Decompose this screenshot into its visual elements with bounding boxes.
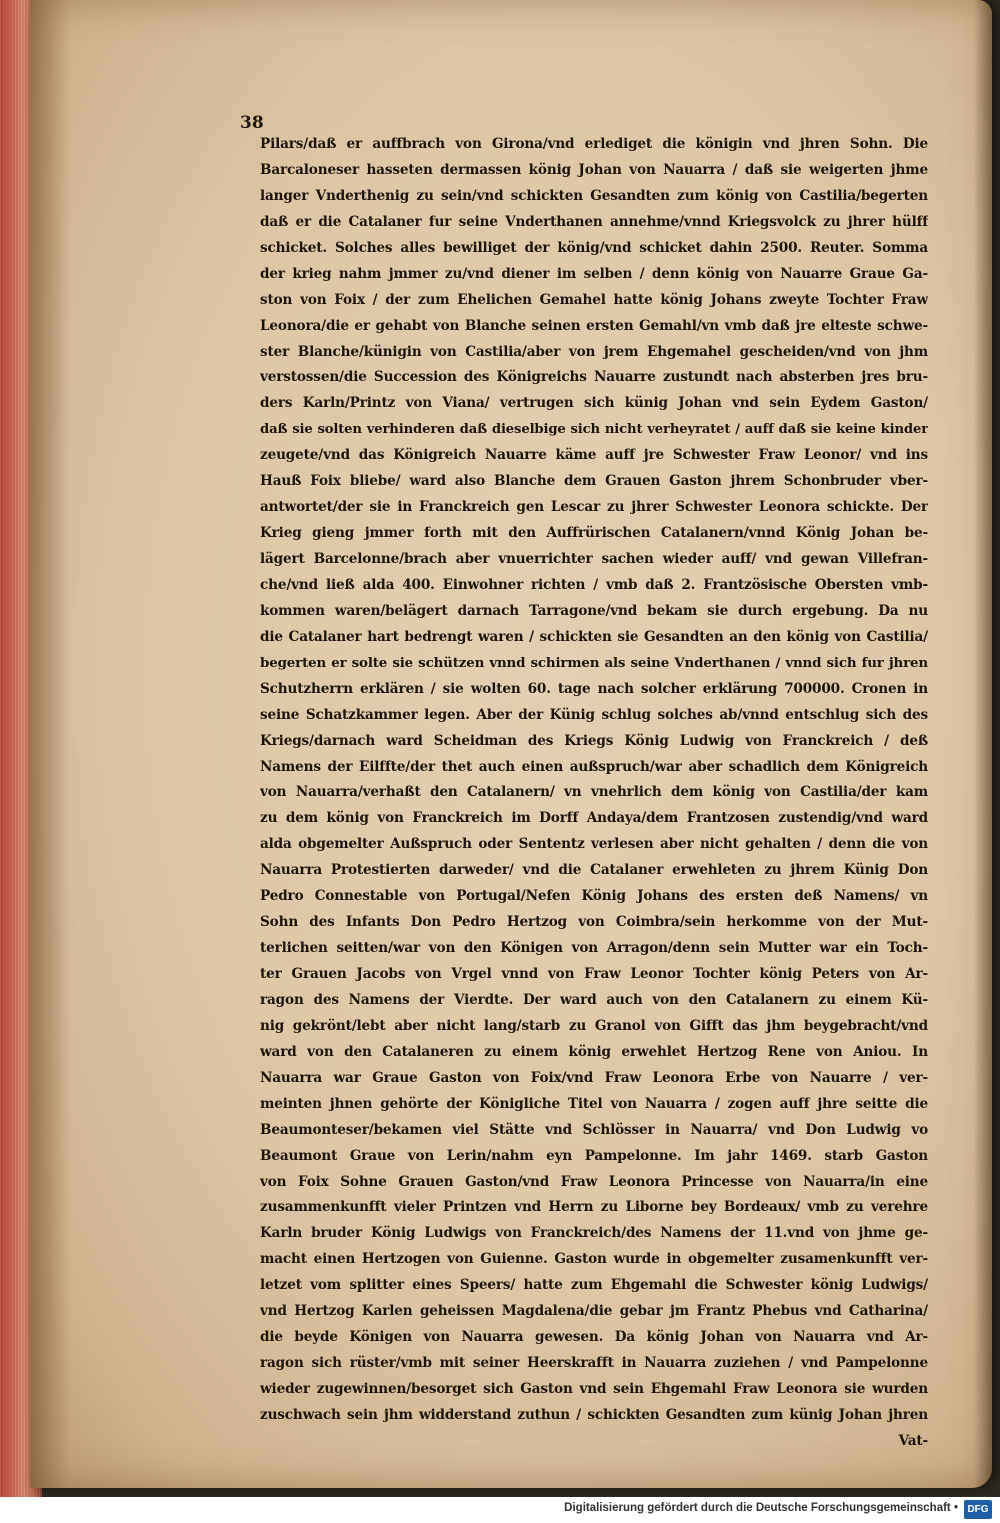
text-line: Beaumont Graue von Lerin/nahm eyn Pampelonne. Im jahr 1469. starb Gaston: [260, 1147, 928, 1164]
text-line: Nauarra Protestierten darweder/ vnd die Catalaner erwehleten zu jhrem Künig Don: [260, 862, 928, 879]
text-line: seine Schatzkammer legen. Aber der Künig schlug solches ab/vnnd entschlug sich des: [260, 706, 928, 723]
text-line: Krieg gieng jmmer forth mit den Auffrürischen Catalanern/vnnd König Johan be-: [260, 525, 928, 542]
text-line: Pedro Connestable von Portugal/Nefen König Johans des ersten deß Namens/ vn: [260, 888, 928, 905]
page-number: 38: [240, 113, 264, 133]
text-line: ragon des Namens der Vierdte. Der ward auch von den Catalanern zu einem Kü-: [260, 991, 928, 1008]
text-line: kommen waren/belägert darnach Tarragone/vnd bekam sie durch ergebung. Da nu: [260, 602, 928, 619]
text-line: Vat-: [898, 1432, 928, 1449]
text-line: meinten jhnen gehörte der Königliche Titel von Nauarra / zogen auff jhre seitte die: [260, 1095, 928, 1112]
text-line: Leonora/die er gehabt von Blanche seinen ersten Gemahl/vn vmb daß jre elteste schwe-: [260, 317, 928, 334]
text-line: vnd Hertzog Karlen geheissen Magdalena/die gebar jm Frantz Phebus vnd Catharina/: [260, 1303, 928, 1320]
text-line: zuschwach sein jhm widderstand zuthun / schickten Gesandten zum künig Johan jhren: [260, 1406, 928, 1423]
text-line: ter Grauen Jacobs von Vrgel vnnd von Fraw Leonor Tochter könig Peters von Ar-: [260, 966, 928, 982]
text-line: ston von Foix / der zum Ehelichen Gemahel hatte könig Johans zweyte Tochter Fraw: [260, 291, 928, 308]
text-line: macht einen Hertzogen von Guienne. Gaston wurde in obgemelter zusamenkunfft ver-: [260, 1251, 928, 1268]
text-line: Pilars/daß er auffbrach von Girona/vnd erlediget die königin vnd jhren Sohn. Die: [260, 136, 928, 152]
text-line: ster Blanche/künigin von Castilia/aber von jrem Ehgemahel gescheiden/vnd von jhm: [260, 343, 928, 360]
text-line: von Nauarra/verhaßt den Catalanern/ vn vnehrlich dem könig von Castilia/der kam: [260, 784, 928, 801]
text-line: Namens der Eilffte/der thet auch einen außspruch/war aber schadlich dem Königreich: [260, 758, 928, 775]
text-line: langer Vnderthenig zu sein/vnd schickten Gesandten zum könig von Castilia/begerten: [260, 187, 928, 204]
text-line: letzet vom splitter eines Speers/ hatte zum Ehgemahl die Schwester könig Ludwigs/: [260, 1277, 928, 1294]
text-line: Karln bruder König Ludwigs von Franckreich/des Namens der 11.vnd von jhme ge-: [260, 1225, 928, 1242]
footer-bar: [0, 1497, 1000, 1523]
text-line: ragon sich rüster/vmb mit seiner Heerskrafft in Nauarra zuziehen / vnd Pampelonne: [260, 1355, 928, 1372]
text-line: daß er die Catalaner fur seine Vnderthanen annehme/vnnd Kriegsvolck zu jhrer hülff: [260, 213, 928, 230]
text-line: der krieg nahm jmmer zu/vnd diener im selben / denn könig von Nauarre Graue Ga-: [260, 265, 928, 282]
text-line: ward von den Catalaneren zu einem könig erwehlet Hertzog Rene von Aniou. In: [260, 1043, 928, 1060]
text-line: zu dem könig von Franckreich im Dorff Andaya/dem Frantzosen zustendig/vnd ward: [260, 810, 928, 827]
text-line: wieder zugewinnen/besorget sich Gaston vnd sein Ehgemahl Fraw Leonora sie wurden: [260, 1381, 928, 1397]
text-line: daß sie solten verhinderen daß dieselbige sich nicht verheyratet / auff daß sie keine kinder: [260, 422, 928, 438]
text-line: Beaumonteser/bekamen viel Stätte vnd Schlösser in Nauarra/ vnd Don Ludwig vo: [260, 1121, 928, 1138]
body-text: [260, 132, 928, 1455]
text-line: die beyde Königen von Nauarra gewesen. Da könig Johan von Nauarra vnd Ar-: [260, 1329, 928, 1346]
text-line: terlichen seitten/war von den Königen von Arragon/denn sein Mutter war ein Toch-: [260, 940, 928, 957]
text-line: nig gekrönt/lebt aber nicht lang/starb zu Granol von Gifft das jhm beygebracht/vnd: [260, 1017, 928, 1034]
text-line: lägert Barcelonne/brach aber vnuerrichter sachen wieder auff/ vnd gewan Villefran-: [260, 551, 928, 567]
text-line: zusammenkunfft vieler Printzen vnd Herrn zu Liborne bey Bordeaux/ vmb zu verehre: [260, 1199, 928, 1216]
text-line: alda obgemelter Außspruch oder Sententz verlesen aber nicht gehalten / denn die von: [260, 836, 928, 853]
dfg-logo-icon: DFG: [964, 1500, 992, 1519]
text-line: antwortet/der sie in Franckreich gen Lescar zu jhrer Schwester Leonora schickte. Der: [260, 499, 928, 516]
text-line: Schutzherrn erklären / sie wolten 60. tage nach solcher erklärung 700000. Cronen in: [260, 680, 928, 697]
text-line: die Catalaner hart bedrengt waren / schickten sie Gesandten an den könig von Castilia/: [260, 628, 928, 645]
text-line: che/vnd ließ alda 400. Einwohner richten / vmb daß 2. Frantzösische Obersten vmb-: [260, 576, 928, 593]
text-line: von Foix Sohne Grauen Gaston/vnd Fraw Leonora Princesse von Nauarra/in eine: [260, 1173, 928, 1190]
text-line: Kriegs/darnach ward Scheidman des Kriegs König Ludwig von Franckreich / deß: [260, 732, 928, 749]
text-line: zeugete/vnd das Königreich Nauarre käme auff jre Schwester Fraw Leonor/ vnd ins: [260, 447, 928, 464]
text-line: ders Karln/Printz von Viana/ vertrugen sich künig Johan vnd sein Eydem Gaston/: [260, 395, 928, 412]
funding-credit: Digitalisierung gefördert durch die Deutsche Forschungsgemeinschaft •: [564, 1502, 958, 1514]
text-line: schicket. Solches alles bewilliget der könig/vnd schicket dahin 2500. Reuter. Somma: [260, 239, 928, 256]
text-line: Barcaloneser hasseten dermassen könig Johan von Nauarra / daß sie weigerten jhme: [260, 161, 928, 178]
text-line: Hauß Foix bliebe/ ward also Blanche dem Grauen Gaston jhrem Schonbruder vber-: [260, 473, 928, 490]
text-line: begerten er solte sie schützen vnnd schirmen als seine Vnderthanen / vnnd sich fur jhren: [260, 654, 928, 671]
text-line: Sohn des Infants Don Pedro Hertzog von Coimbra/sein herkomme von der Mut-: [260, 914, 928, 931]
text-line: verstossen/die Succession des Königreichs Nauarre zustundt nach absterben jres bru-: [260, 369, 928, 386]
text-line: Nauarra war Graue Gaston von Foix/vnd Fraw Leonora Erbe von Nauarre / ver-: [260, 1069, 928, 1086]
